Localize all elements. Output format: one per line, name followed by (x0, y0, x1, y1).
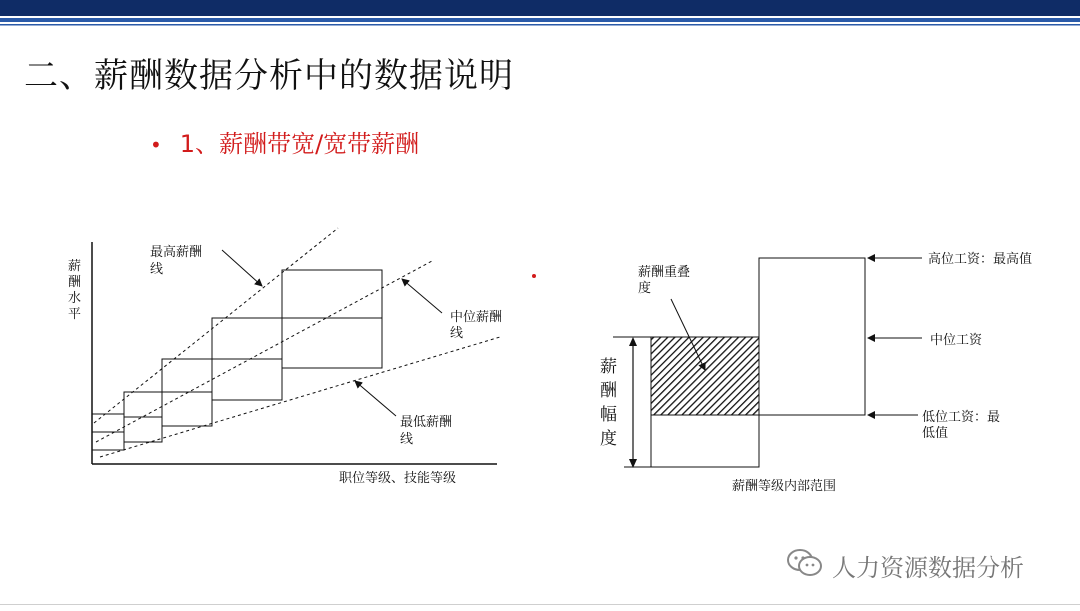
page-title: 二、薪酬数据分析中的数据说明 (24, 56, 514, 96)
high-salary-label: 高位工资：最高值 (928, 252, 1033, 267)
mid-salary-label: 中位工资 (930, 333, 983, 348)
low-salary-label (922, 409, 1000, 441)
bottom-border (0, 604, 1080, 605)
mid-line-arrow (402, 279, 442, 313)
svg-text:酬: 酬 (68, 275, 82, 290)
subtitle-text: 1、薪酬带宽/宽带薪酬 (179, 130, 420, 158)
min-line-label (400, 414, 452, 447)
max-salary-line (94, 228, 338, 423)
svg-text:线: 线 (400, 432, 414, 447)
watermark (786, 548, 1024, 582)
svg-text:低值: 低值 (922, 426, 949, 441)
watermark-text: 人力资源数据分析 (832, 553, 1024, 582)
min-salary-line (100, 337, 500, 457)
max-line-arrow (222, 250, 262, 286)
bullet-dot: • (150, 133, 162, 157)
svg-text:水: 水 (68, 291, 82, 306)
mid-line-label (450, 309, 502, 341)
svg-text:最低薪酬: 最低薪酬 (400, 415, 453, 430)
y-axis-label (68, 258, 81, 322)
min-line-arrow (355, 381, 396, 416)
x-axis-label: 职位等级、技能等级 (339, 471, 457, 486)
svg-text:酬: 酬 (600, 381, 617, 401)
right-salary-range-diagram (600, 251, 1032, 494)
svg-text:中位薪酬: 中位薪酬 (450, 310, 503, 325)
range-bracket-top-arrow (629, 337, 637, 346)
svg-text:度: 度 (600, 429, 617, 449)
left-salary-band-diagram (68, 228, 502, 486)
svg-text:线: 线 (450, 326, 464, 341)
right-x-label: 薪酬等级内部范围 (732, 479, 837, 494)
salary-range-label (600, 357, 617, 449)
overlap-hatched-area (651, 337, 759, 415)
svg-text:薪酬重叠: 薪酬重叠 (638, 265, 691, 280)
upper-grade-box (759, 258, 865, 415)
svg-text:薪: 薪 (600, 357, 617, 377)
svg-text:幅: 幅 (600, 405, 617, 425)
wechat-icon (786, 548, 824, 582)
svg-text:平: 平 (68, 307, 82, 322)
svg-text:低位工资：最: 低位工资：最 (922, 410, 1001, 425)
overlap-label (638, 264, 690, 296)
svg-text:薪: 薪 (68, 259, 82, 274)
svg-text:度: 度 (638, 281, 652, 296)
pay-grade-boxes (92, 270, 382, 450)
svg-text:线: 线 (150, 262, 164, 277)
max-line-label (150, 244, 202, 277)
svg-text:最高薪酬: 最高薪酬 (150, 245, 203, 260)
grade-box-5 (282, 270, 382, 368)
